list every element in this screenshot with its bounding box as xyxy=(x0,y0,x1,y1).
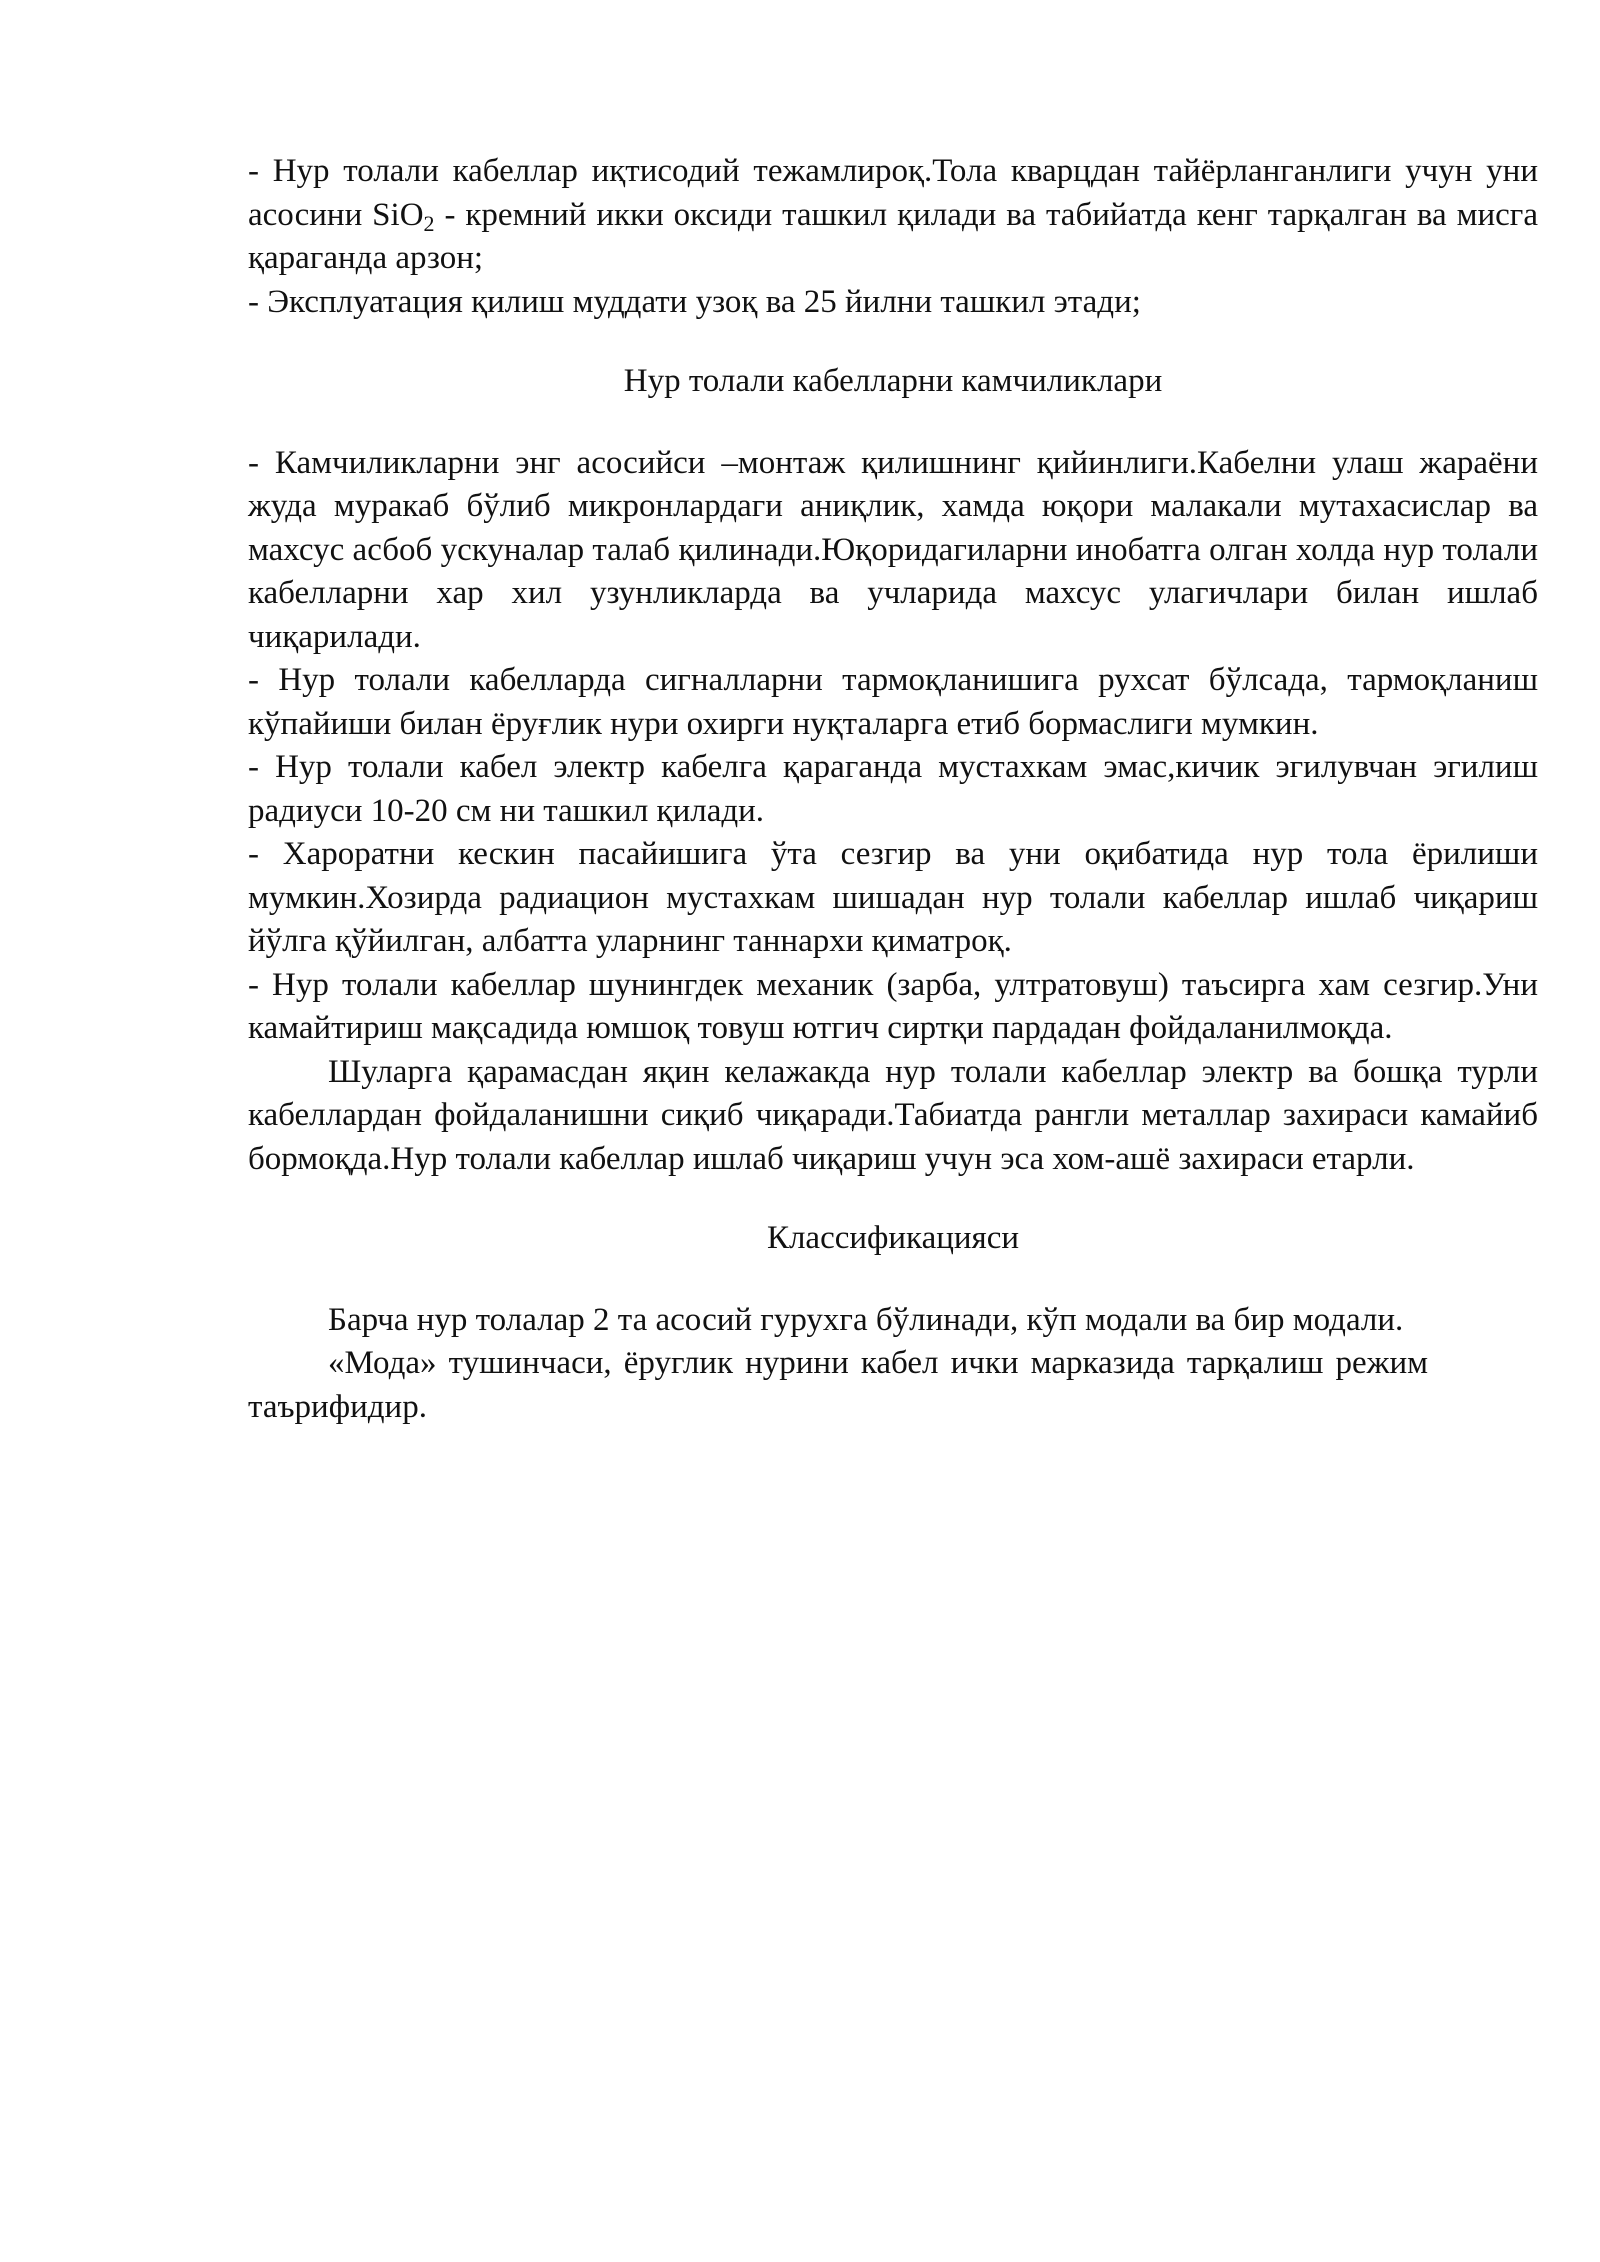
paragraph-disadvantage-3: - Нур толали кабел электр кабелга қараганда мустахкам эмас,кичик эгилувчан эгилиш радиуси 10-20 см ни ташкил қилади. xyxy=(248,749,1538,829)
paragraph-disadvantage-2: - Нур толали кабелларда сигналларни тармоқланишига рухсат бўлсада, тармоқланиш кўпайиши билан ёруғлик нури охирги нуқталарга етиб бормаслиги мумкин. xyxy=(248,662,1538,742)
paragraph-disadvantage-5: - Нур толали кабеллар шунингдек механик (зарба, ултратовуш) таъсирга хам сезгир.Уни камайтириш мақсадида юмшоқ товуш ютгич сиртқи пардадан фойдаланилмоқда. xyxy=(248,966,1538,1046)
paragraph-service-life: - Эксплуатация қилиш муддати узоқ ва 25 йилни ташкил этади; xyxy=(248,283,1141,320)
paragraph-disadvantage-1: - Камчиликларни энг асосийси –монтаж қилишнинг қийинлиги.Кабелни улаш жараёни жуда муракаб бўлиб микронлардаги аниқлик, хамда юқори малакали мутахасислар ва махсус асбоб ускуналар талаб қилинади.Юқоридагиларни инобатга олган холда нур толали кабелларни хар хил узунликларда ва учларида махсус улагичлари билан ишлаб чиқарилади. xyxy=(248,444,1538,655)
subscript-2: 2 xyxy=(423,210,435,236)
paragraph-conclusion: Шуларга қарамасдан яқин келажакда нур толали кабеллар электр ва бошқа турли кабеллардан фойдаланишни сиқиб чиқаради.Табиатда рангли металлар захираси камайиб бормоқда.Нур толали кабеллар ишлаб чиқариш учун эса хом-ашё захираси етарли. xyxy=(248,1053,1538,1177)
paragraph-economy xyxy=(248,150,1538,281)
heading-disadvantages: Нур толали кабелларни камчиликлари xyxy=(623,363,1163,399)
paragraph-classification-2: «Мода» тушинчаси, ёруглик нурини кабел ички марказида тарқалиш режим таърифидир. xyxy=(248,1345,1428,1425)
paragraph-disadvantage-4: - Хароратни кескин пасайишига ўта сезгир ва уни оқибатида нур тола ёрилиши мумкин.Хозирда радиацион мустахкам шишадан нур толали кабеллар ишлаб чиқариш йўлга қўйилган, албатта уларнинг таннархи қиматроқ. xyxy=(248,836,1538,959)
heading-classification: Классификацияси xyxy=(766,1220,1020,1256)
paragraph-economy-text-b: - кремний икки оксиди ташкил қилади ва табийатда кенг тарқалган ва мисга қараганда арзон; xyxy=(248,196,1538,276)
paragraph-classification-1: Барча нур толалар 2 та асосий гурухга бўлинади, кўп модали ва бир модали. xyxy=(328,1301,1404,1338)
paragraph-economy-text-a: - Нур толали кабеллар иқтисодий тежамлироқ.Тола кварцдан тайёрланганлиги учун уни асосини SiO xyxy=(248,153,1538,233)
document-page xyxy=(248,150,1538,1429)
